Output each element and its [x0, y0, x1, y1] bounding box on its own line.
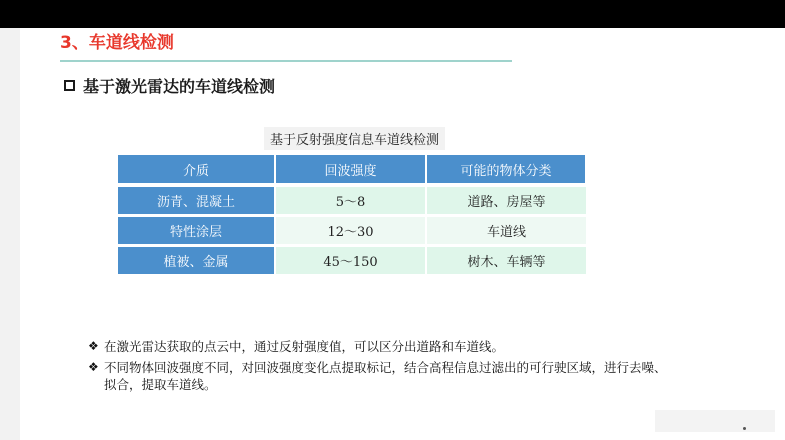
table-cell: 12～30 — [275, 215, 426, 245]
header-echo-intensity: 回波强度 — [275, 155, 426, 185]
list-item — [88, 359, 668, 393]
left-edge — [0, 28, 20, 440]
checkbox-icon — [64, 80, 75, 91]
echo-intensity-table — [118, 155, 587, 277]
table-header-row — [118, 155, 586, 185]
table-cell: 沥青、混凝土 — [118, 185, 275, 215]
header-object-class: 可能的物体分类 — [426, 155, 586, 185]
bullet-list — [88, 338, 668, 397]
table-row — [118, 245, 586, 275]
title-underline — [60, 60, 512, 62]
diamond-bullet-icon: ❖ — [88, 360, 99, 374]
list-item — [88, 338, 668, 355]
header-medium: 介质 — [118, 155, 275, 185]
table-cell: 车道线 — [426, 215, 586, 245]
table-row — [118, 215, 586, 245]
table-cell: 道路、房屋等 — [426, 185, 586, 215]
bullet-text: 在激光雷达获取的点云中，通过反射强度值，可以区分出道路和车道线。 — [104, 339, 505, 354]
bullet-text: 不同物体回波强度不同，对回波强度变化点提取标记，结合高程信息过滤出的可行驶区域，进行去噪、拟合，提取车道线。 — [104, 360, 667, 392]
top-bar — [0, 0, 785, 28]
table-cell: 树木、车辆等 — [426, 245, 586, 275]
table-cell: 5～8 — [275, 185, 426, 215]
table-cell: 45～150 — [275, 245, 426, 275]
table-cell: 植被、金属 — [118, 245, 275, 275]
diamond-bullet-icon: ❖ — [88, 339, 99, 353]
section-title: 3、车道线检测 — [60, 33, 174, 53]
table-row — [118, 185, 586, 215]
subtitle — [64, 74, 275, 97]
subtitle-text: 基于激光雷达的车道线检测 — [83, 77, 276, 96]
corner-overlay — [655, 410, 775, 432]
page-dot — [743, 427, 746, 430]
table-caption: 基于反射强度信息车道线检测 — [264, 127, 445, 150]
table-cell: 特性涂层 — [118, 215, 275, 245]
